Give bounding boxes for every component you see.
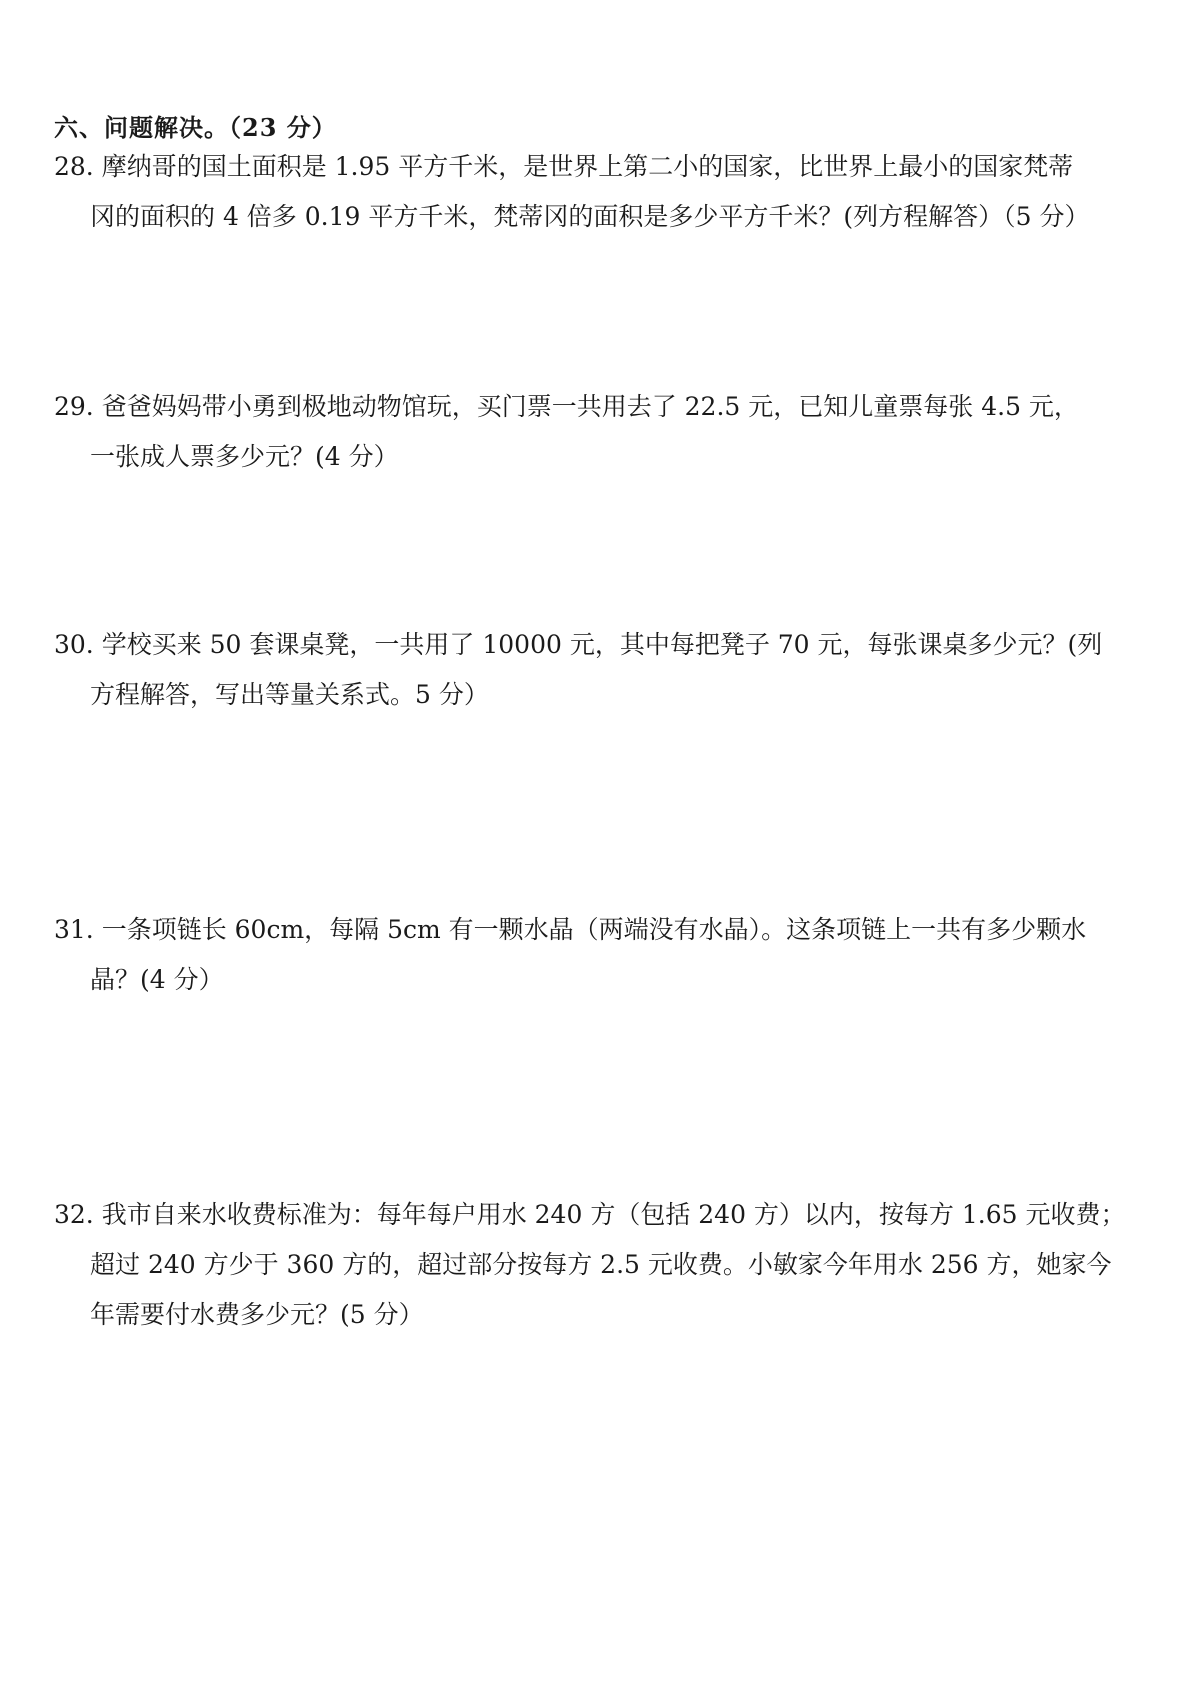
question-31-line-2: 晶？(4 分） <box>90 965 224 994</box>
question-31 <box>54 905 1144 1005</box>
question-28-line-2: 冈的面积的 4 倍多 0.19 平方千米，梵蒂冈的面积是多少平方千米？(列方程解答）（5 分） <box>90 202 1090 231</box>
question-28-line-1: 28. 摩纳哥的国土面积是 1.95 平方千米，是世界上第二小的国家，比世界上最小的国家梵蒂 <box>54 152 1074 181</box>
question-30 <box>54 620 1144 720</box>
question-32-line-2: 超过 240 方少于 360 方的，超过部分按每方 2.5 元收费。小敏家今年用水 256 方，她家今 <box>90 1250 1112 1279</box>
question-31-line-1: 31. 一条项链长 60cm，每隔 5cm 有一颗水晶（两端没有水晶）。这条项链上一共有多少颗水 <box>54 915 1087 944</box>
question-32-line-3: 年需要付水费多少元？(5 分） <box>90 1300 424 1329</box>
question-29-line-1: 29. 爸爸妈妈带小勇到极地动物馆玩，买门票一共用去了 22.5 元，已知儿童票每张 4.5 元， <box>54 392 1079 421</box>
question-30-line-1: 30. 学校买来 50 套课桌凳，一共用了 10000 元，其中每把凳子 70 元，每张课桌多少元？(列 <box>54 630 1103 659</box>
question-30-line-2: 方程解答，写出等量关系式。5 分） <box>90 680 489 709</box>
section-title: 六、问题解决。（23 分） <box>54 113 337 142</box>
question-29-line-2: 一张成人票多少元？(4 分） <box>90 442 399 471</box>
question-28 <box>54 142 1144 242</box>
question-29 <box>54 382 1144 482</box>
question-32 <box>54 1190 1144 1340</box>
question-32-line-1: 32. 我市自来水收费标准为：每年每户用水 240 方（包括 240 方）以内，按每方 1.65 元收费； <box>54 1200 1126 1229</box>
